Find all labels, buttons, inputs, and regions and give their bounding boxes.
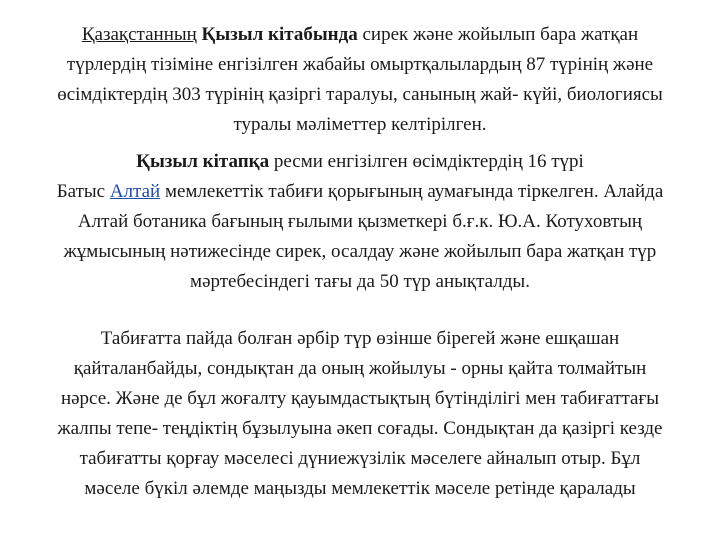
paragraph-altai-plants — [4, 147, 716, 297]
paragraph-nature-protection — [4, 324, 716, 504]
text-line: туралы мәліметтер келтірілген. — [233, 114, 487, 135]
text-line: нәрсе. Және де бұл жоғалту қауымдастықтың бүтінділігі мен табиғаттағы — [60, 388, 660, 409]
bold-red-book-text: Қызыл кітапқа — [136, 151, 270, 172]
text-segment: ресми енгізілген өсімдіктердің 16 түрі — [269, 151, 584, 172]
text-line — [4, 147, 716, 177]
bold-red-book-text: Қызыл кітабында — [196, 24, 358, 45]
paragraph-red-book-kazakhstan — [4, 20, 716, 140]
text-line: табиғатты қорғау мәселесі дүниежүзілік мәселеге айналып отыр. Бұл — [79, 448, 641, 469]
text-line: жұмысының нәтижесінде сирек, осалдау және жойылып бара жатқан түр — [63, 241, 657, 262]
text-line: түрлердің тізіміне енгізілген жабайы омыртқалылардың 87 түрінің және — [66, 54, 654, 75]
text-line: жалпы тепе- теңдіктің бұзылуына әкеп соғады. Сондықтан да қазіргі кезде — [57, 418, 663, 439]
text-line: мәртебесіндегі тағы да 50 түр анықталды. — [190, 271, 530, 292]
text-line — [4, 20, 716, 50]
text-line: қайталанбайды, сондықтан да оның жойылуы - орны қайта толмайтын — [73, 358, 647, 379]
text-line: Табиғатта пайда болған әрбір түр өзінше бірегей және ешқашан — [100, 328, 620, 349]
text-line — [4, 177, 716, 207]
link-kazakhstan[interactable]: Қазақстанның — [81, 24, 197, 45]
text-segment: Батыс — [56, 181, 110, 202]
link-altai[interactable]: Алтай — [109, 181, 161, 202]
text-segment: сирек және жойылып бара жатқан — [357, 24, 639, 45]
text-line: мәселе бүкіл әлемде маңызды мемлекеттік мәселе ретінде қаралады — [84, 478, 636, 499]
text-line: Алтай ботаника бағының ғылыми қызметкері б.ғ.к. Ю.А. Котуховтың — [77, 211, 643, 232]
text-segment: мемлекеттік табиғи қорығының аумағында тіркелген. Алайда — [160, 181, 664, 202]
text-line: өсімдіктердің 303 түрінің қазіргі таралуы, санының жай- күйі, биологиясы — [57, 84, 663, 105]
